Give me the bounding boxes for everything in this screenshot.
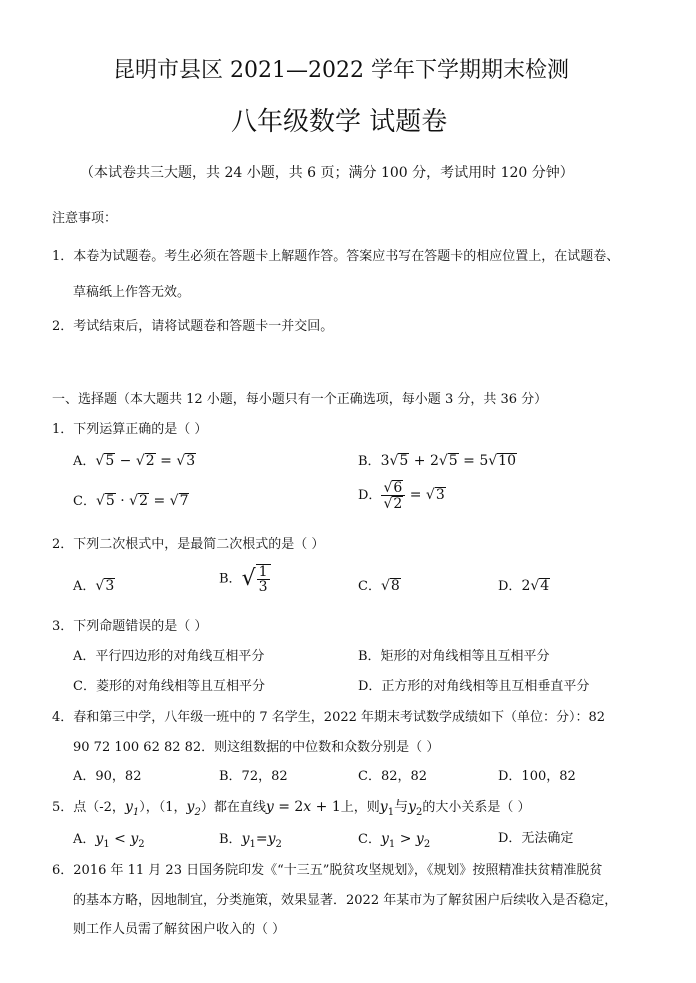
q4-option-b: B．72，82 [219, 769, 288, 784]
q5-y1-y2: $y_1$与$y_2$ [379, 799, 423, 818]
q1-option-a [73, 452, 196, 471]
q5-option-d: D．无法确定 [498, 831, 574, 846]
q2-b-fraction: $\frac{1}{3}$ [256, 564, 271, 594]
exam-subtitle: 八年级数学 试题卷 [231, 107, 448, 137]
q5-y2: $y_2$ [186, 799, 201, 818]
q1-b-expr: 3√5 + 2√5 = 5√10 [380, 453, 516, 469]
q1-option-c [73, 492, 189, 511]
q2-a-label: A． [73, 579, 96, 594]
q5-stem-mid: ），（1， [139, 800, 187, 815]
q2-option-b [219, 564, 271, 594]
q1-a-expr: √5 − √2 = √3 [95, 453, 196, 469]
q2-d-label: D． [498, 579, 522, 594]
q5-y1: $y_1$ [124, 799, 140, 818]
q2-stem: 2．下列二次根式中，是最简二次根式的是（ ） [52, 537, 325, 552]
q1-option-d [358, 480, 446, 511]
q2-b-expr: √ [241, 566, 256, 591]
q6-line1: 6．2016 年 11 月 23 日国务院印发《“十三五”脱贫攻坚规划》，《规划》按照精准扶贫精准脱贫 [52, 863, 603, 878]
q5-stem-suffix: 上，则 [340, 800, 380, 815]
notice-item-1-line2: 草稿纸上作答无效。 [73, 285, 191, 300]
q1-a-label: A． [73, 454, 96, 469]
q5-c-label: C． [358, 832, 381, 847]
q1-d-rhs: = √3 [405, 487, 445, 503]
q5-a-expr: $y_1 < y_2$ [95, 831, 145, 850]
q2-option-a [73, 577, 115, 596]
q5-option-b [219, 830, 282, 854]
q1-c-expr: √5 · √2 = √7 [95, 493, 189, 509]
q4-option-c: C．82，82 [358, 769, 428, 784]
q5-stem [52, 798, 531, 822]
q5-option-a [73, 830, 145, 854]
q2-b-label: B． [219, 571, 242, 587]
q2-option-d [498, 577, 550, 596]
q3-stem: 3．下列命题错误的是（ ） [52, 619, 208, 634]
q4-line1: 4．春和第三中学，八年级一班中的 7 名学生，2022 年期末考试数学成绩如下（单位：分）：82 [52, 710, 606, 725]
notice-item-1-line1: 1．本卷为试题卷。考生必须在答题卡上解题作答。答案应书写在答题卡的相应位置上，在试题卷、 [52, 249, 620, 264]
q1-b-label: B． [358, 454, 381, 469]
notice-heading: 注意事项： [52, 211, 118, 226]
q1-d-fraction: $\frac{√6}{√2}$ [381, 480, 405, 511]
q4-option-d: D．100，82 [498, 769, 576, 784]
q2-c-expr: √8 [380, 578, 400, 594]
q5-a-label: A． [73, 832, 96, 847]
q2-d-expr: 2√4 [521, 578, 550, 594]
q2-a-expr: √3 [95, 578, 115, 594]
q1-option-b [358, 452, 517, 471]
q3-option-c: C．菱形的对角线相等且互相平分 [73, 679, 265, 694]
q1-c-label: C． [73, 494, 96, 509]
q4-option-a: A．90，82 [73, 769, 142, 784]
q5-line-equation: y = 2x + 1 [265, 799, 341, 815]
q3-option-d: D．正方形的对角线相等且互相垂直平分 [358, 679, 590, 694]
q3-option-a: A．平行四边形的对角线互相平分 [73, 649, 265, 664]
q5-b-expr: $y_1=y_2$ [241, 831, 282, 850]
q1-stem: 1．下列运算正确的是（ ） [52, 422, 208, 437]
q5-b-label: B． [219, 832, 242, 847]
exam-info: （本试卷共三大题，共 24 小题，共 6 页；满分 100 分，考试用时 120 分钟） [80, 165, 574, 181]
q2-c-label: C． [358, 579, 381, 594]
notice-item-2: 2．考试结束后，请将试题卷和答题卡一并交回。 [52, 319, 334, 334]
q4-line2: 90 72 100 62 82 82．则这组数据的中位数和众数分别是（ ） [73, 740, 440, 755]
q5-c-expr: $y_1 > y_2$ [380, 831, 431, 850]
q5-stem-prefix: 5．点（-2， [52, 800, 125, 815]
q6-line2: 的基本方略，因地制宜，分类施策，效果显著．2022 年某市为了解贫困户后续收入是否稳定， [73, 893, 618, 908]
section-1-heading: 一、选择题（本大题共 12 小题，每小题只有一个正确选项，每小题 3 分，共 36 分） [52, 392, 548, 407]
q5-stem-mid2: ）都在直线 [200, 800, 266, 815]
q6-line3: 则工作人员需了解贫困户收入的（ ） [73, 922, 286, 937]
q3-option-b: B．矩形的对角线相等且互相平分 [358, 649, 550, 664]
q5-option-c [358, 830, 430, 854]
exam-title: 昆明市县区 2021—2022 学年下学期期末检测 [113, 58, 569, 83]
q2-option-c [358, 577, 401, 596]
q1-d-label: D． [358, 488, 382, 503]
q5-stem-end: 的大小关系是（ ） [422, 800, 531, 815]
